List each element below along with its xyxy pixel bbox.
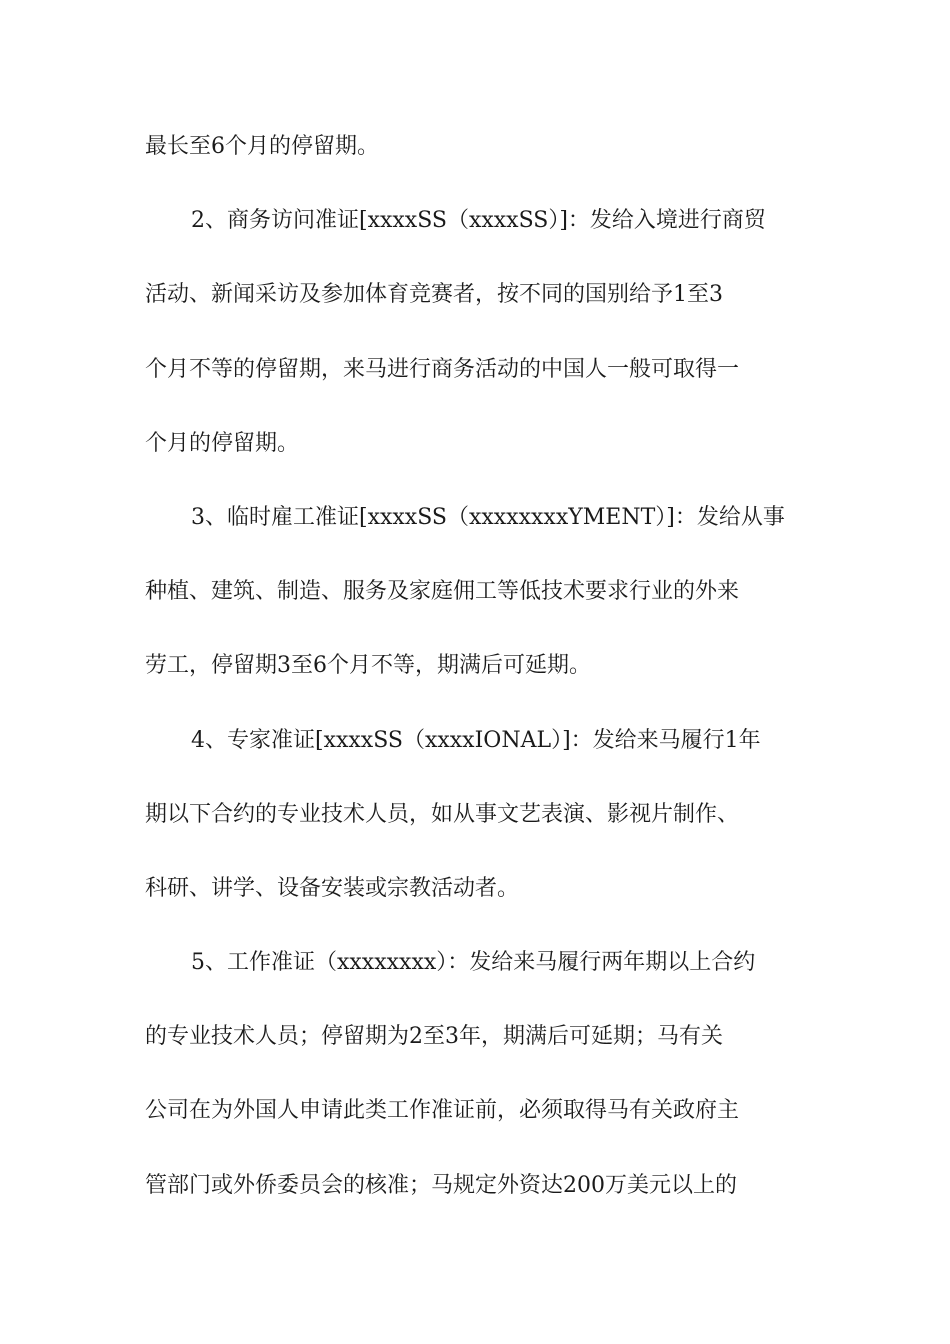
text-line-13: 的专业技术人员；停留期为2至3年，期满后可延期；马有关 [145,1024,723,1050]
text-line-5: 个月的停留期。 [145,430,300,456]
text-line-10: 期以下合约的专业技术人员，如从事文艺表演、影视片制作、 [145,801,740,827]
text-line-7: 种植、建筑、制造、服务及家庭佣工等低技术要求行业的外来 [145,579,740,605]
text-line-2: 2、商务访问准证[xxxxSS（xxxxSS）]：发给入境进行商贸 [191,208,766,234]
text-line-4: 个月不等的停留期，来马进行商务活动的中国人一般可取得一 [145,356,740,382]
text-line-1: 最长至6个月的停留期。 [145,134,379,159]
text-line-9: 4、专家准证[xxxxSS（xxxxIONAL）]：发给来马履行1年 [191,727,761,753]
text-line-15: 管部门或外侨委员会的核准；马规定外资达200万美元以上的 [145,1172,737,1198]
text-line-8: 劳工，停留期3至6个月不等，期满后可延期。 [145,653,591,679]
text-line-12: 5、工作准证（xxxxxxxx）：发给来马履行两年期以上合约 [191,950,756,976]
text-line-11: 科研、讲学、设备安装或宗教活动者。 [145,875,520,901]
text-line-3: 活动、新闻采访及参加体育竞赛者，按不同的国别给予1至3 [145,282,723,308]
document-body [145,129,815,1242]
text-line-6: 3、临时雇工准证[xxxxSS（xxxxxxxxYMENT）]：发给从事 [191,504,785,530]
text-line-14: 公司在为外国人申请此类工作准证前，必须取得马有关政府主 [145,1098,740,1124]
